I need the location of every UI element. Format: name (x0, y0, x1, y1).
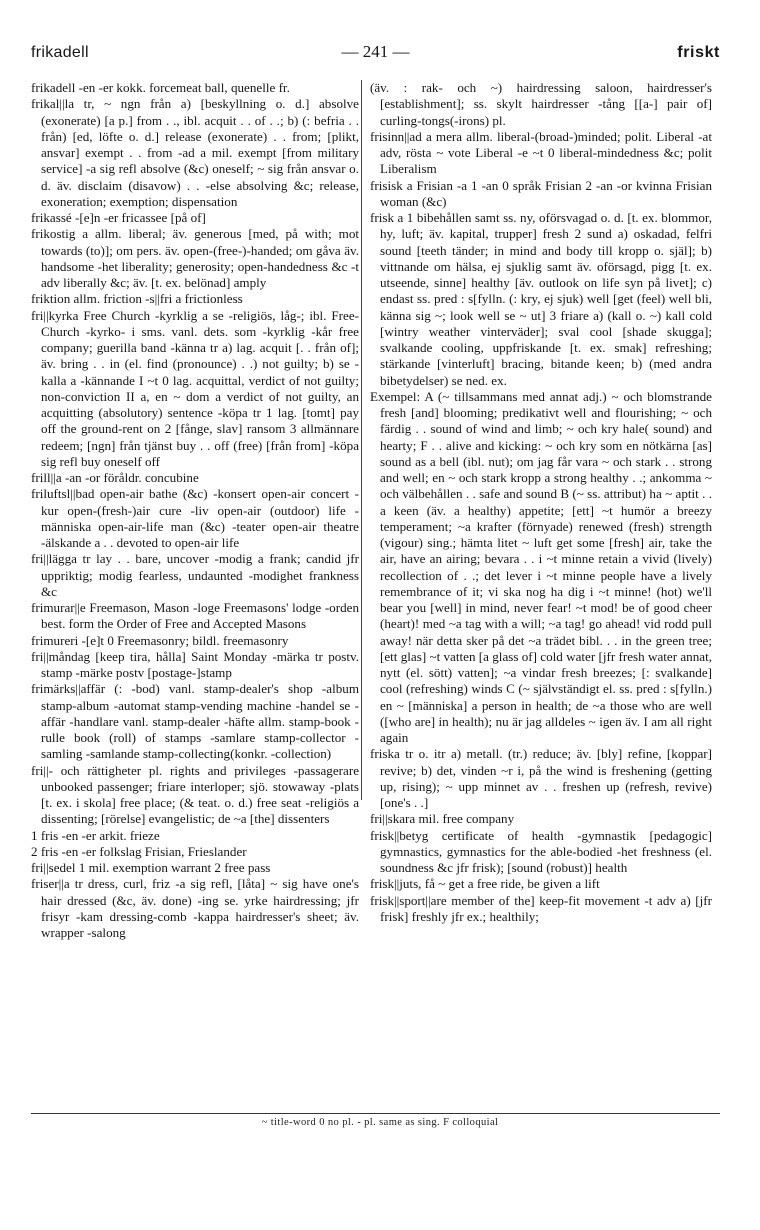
running-header (31, 44, 720, 68)
entry-frikyrka: fri||kyrka Free Church -kyrklig a se -religiös, låg-; ibl. Free-Church -kyrko- i sms. vanl. dets. som -kyrklig -kår free company; guerilla band -känna tr a) lag. acquit [. . från of]; äv. bring . . in (el. find (pronounce) . .) not guilty; b) se -kalla a -kännande I ~t 0 lag. acquittal, verdict of not guilty; non-conviction II a, en ~ dom a verdict of not guilty, an acquitting (absolutory) sentence -köpa tr 1 lag. [tomt] pay off the ground-rent on 2 [fånge, slav] ransom 3 allmännare redeem; [ngn] från tjänst buy . . off (free) [från from] -köpa sig refl buy oneself off (31, 307, 359, 469)
entry-fri-och-rattigheter: fri||- och rättigheter pl. rights and privileges -passagerare unbooked passenger; friare interloper; sjö. stowaway -plats [t. ex. i skola] free place; (& teat. o. d.) free seat -religiös a dissenting; [rörelse] evangelistic; de ~a [the] dissenters (31, 762, 359, 827)
entry-frisisk: frisisk a Frisian -a 1 -an 0 språk Frisian 2 -an -or kvinna Frisian woman (&c) (370, 177, 712, 209)
entry-frilla: frill||a -an -or föråldr. concubine (31, 470, 199, 485)
entry-friskbetyg: frisk||betyg certificate of health -gymnastik [pedagogic] gymnastics, gymnastics for the able-bodied -het freshness (el. soundness &c jfr frisk); [sound (robust)] health (370, 827, 712, 875)
entry-frimarksaffar: frimärks||affär (: -bod) vanl. stamp-dealer's shop -album stamp-album -automat stamp-vending machine -handel se -affär -handlare vanl. stamp-dealer -häfte allm. stamp-book -rulle book (roll) of stamps -samlare stamp-collector -samling -samlande stamp-collecting(konkr. -collection) (31, 681, 359, 762)
entry-frimureri: frimureri -[e]t 0 Freemasonry; bildl. freemasonry (31, 632, 289, 648)
entry-friskjuts: frisk||juts, få ~ get a free ride, be given a lift (370, 876, 600, 892)
entry-frisedel: fri||sedel 1 mil. exemption warrant 2 free pass (31, 860, 271, 875)
footer-rule (31, 1113, 720, 1114)
entry-frisera: friser||a tr dress, curl, friz -a sig refl, [låta] ~ sig have one's hair dressed (&c, äv. done) -ing se. yrke hairdressing; jfr frisyr -kam dressing-comb -kappa hairdresser's sheet; äv. wrapper -salong (31, 876, 359, 940)
entry-friluftsbad: friluftsl||bad open-air bathe (&c) -konsert open-air concert -kur open-(fresh-)air cure -liv open-air (outdoor) life -människa open-air-life man (&c) -teater open-air theatre -älskande a . . devoted to open-air life (31, 486, 359, 550)
entry-frisersalong-cont: (äv. : rak- och ~) hairdressing saloon, hairdresser's [establishment]; ss. skylt hairdresser -tång [[a-] pair of] curling-tongs(-irons) pl. (370, 80, 712, 128)
right-column (370, 80, 712, 925)
entry-frisk-examples: Exempel: A (~ tillsammans med annat adj.) ~ och blomstrande fresh [and] blooming; predikativt well and flourishing; ~ och färdig . . sound of wind and limb; ~ och kry hale( sound) and hearty; F . . alive and kicking: ~ och kry som en nötkärna [as] sound as a bell (ibl. nut); om jag får vara ~ och stark . . strong and well; en ~ och stark kropp a strong healthy . .; ankomma ~ och välbehållen . . safe and sound B (~ ss. attribut) ha ~ aptit . . a keen (äv. a healthy) appetite; [ett] ~t humör a breezy temperament; ~a krafter (förnyade) renewed (fresh) strength (vigour) sing.; hämta litet ~ luft get some [fresh] air, take the air, have an airing; bevara . . i ~t minne retain a vivid (lively) recollection of . .; det lever i ~t minne people have a lively remembrance of it; vi ska nog ha dig i ~t minne! (hot) we'll bear you [well] in mind, never fear! ~t mod! be of good cheer (heart)! med ~a tag with a will; ~a tag! go ahead! vid rodd pull away! när detta sker på det ~a trädet bibl. . . in the green tree; [ett glas] ~t vatten [a glass of] cold water [jfr fresh water annat, nytt (el. sött) vatten]; ~a vindar fresh breezes; [: svalkande] cool (refreshing) winds C (~ självständigt el. ss. pred : s[fylln.) en ~ [människa] a person in health; de ~a those who are well ([who are] in health); nu är jag alldeles ~ igen äv. I am all right again (370, 388, 712, 745)
entry-friska: friska tr o. itr a) metall. (tr.) reduce; äv. [bly] refine, [koppar] revive; b) det, vinden ~r i, på the wind is freshening (getting up, rising); ~ upp minnet av . . freshen up (refresh, revive) [one's . .] (370, 746, 712, 810)
header-first-word: frikadell (31, 44, 89, 61)
header-last-word: friskt (677, 44, 720, 61)
abbreviation-key: ~ title-word 0 no pl. - pl. same as sing. F colloquial (261, 1117, 499, 1128)
entry-frikalla: frikal||la tr, ~ ngn från a) [beskyllning o. d.] absolve (exonerate) [a p.] from . ., ibl. acquit . . of . .; b) (: befria . . från) [ed, löfte o. d.] release (exonerate) . . from; [plikt, ansvar] exempt . . from -ad a mil. exempt [from military service] -a sig refl absolve (&c) oneself; ~ sig från ansvar o. d. äv. disclaim (disavow) . . -else absolving &c; release, exoneration; exemption; dispensation (31, 96, 359, 209)
entry-frikadell: frikadell -en -er kokk. forcemeat ball, quenelle fr. (31, 80, 290, 95)
entry-frisksportare: frisk||sport||are member of the] keep-fit movement -t adv a) [jfr frisk] freshly jfr ex.; healthily; (370, 892, 712, 924)
entry-frimurare: frimurar||e Freemason, Mason -loge Freemasons' lodge -orden best. form the Order of Free and Accepted Masons (31, 600, 359, 632)
entry-frikasse: frikassé -[e]n -er fricassee [på of] (31, 210, 206, 225)
entry-frimandag: fri||måndag [keep tira, hålla] Saint Monday -märka tr postv. stamp -märke postv [postage-]stamp (31, 648, 359, 680)
entry-1-fris: 1 fris -en -er arkit. frieze (31, 827, 160, 843)
column-divider (361, 80, 362, 800)
entry-frisk: frisk a 1 bibehållen samt ss. ny, oförsvagad o. d. [t. ex. blommor, hy, luft; äv. kapital, trupper] fresh 2 sund a) oskadad, felfri sound [teeth tänder; in mind and body till kropp o. själ]; b) vittnande om hälsa, ej sjuklig samt äv. oförsagd, pigg [t. ex. utseende, sinne] healthy [äv. outlook on life syn på livet]; c) endast ss. pred : s[fylln. (: kry, ej sjuk) well [get (feel) well bli, känna sig ~; look well se ~ ut] 3 friare a) (kall o. ~) kall cold [wintry weather vinterväder]; sval cool [shade skugga]; svalkande cooling, uppfriskande [t. ex. smak] refreshing; stärkande [vinterluft] bracing, bitande keen; b) (med andra bibetydelser) se ned. ex. (370, 210, 712, 388)
entry-friskara: fri||skara mil. free company (370, 811, 515, 827)
left-column (31, 80, 359, 941)
entry-friktion: friktion allm. friction -s||fri a frictionless (31, 291, 243, 307)
entry-frilagga: fri||lägga tr lay . . bare, uncover -modig a frank; candid jfr uppriktig; modig fearless, undaunted -modighet frankness &c (31, 551, 359, 599)
page-number: — 241 — (341, 42, 410, 61)
entry-frisinnad: frisinn||ad a mera allm. liberal-(broad-)minded; polit. Liberal -at adv, rösta ~ vote Liberal -e ~t 0 liberal-mindedness &c; polit Liberalism (370, 128, 712, 177)
entry-2-fris: 2 fris -en -er folkslag Frisian, Frieslander (31, 843, 247, 859)
entry-frikostig: frikostig a allm. liberal; äv. generous [med, på with; mot towards (to)]; om pers. äv. open-(free-)-handed; om gåva äv. handsome -het liberality; generosity; open-handedness &c -t adv liberally &c; äv. [t. ex. belönad] amply (31, 226, 359, 290)
